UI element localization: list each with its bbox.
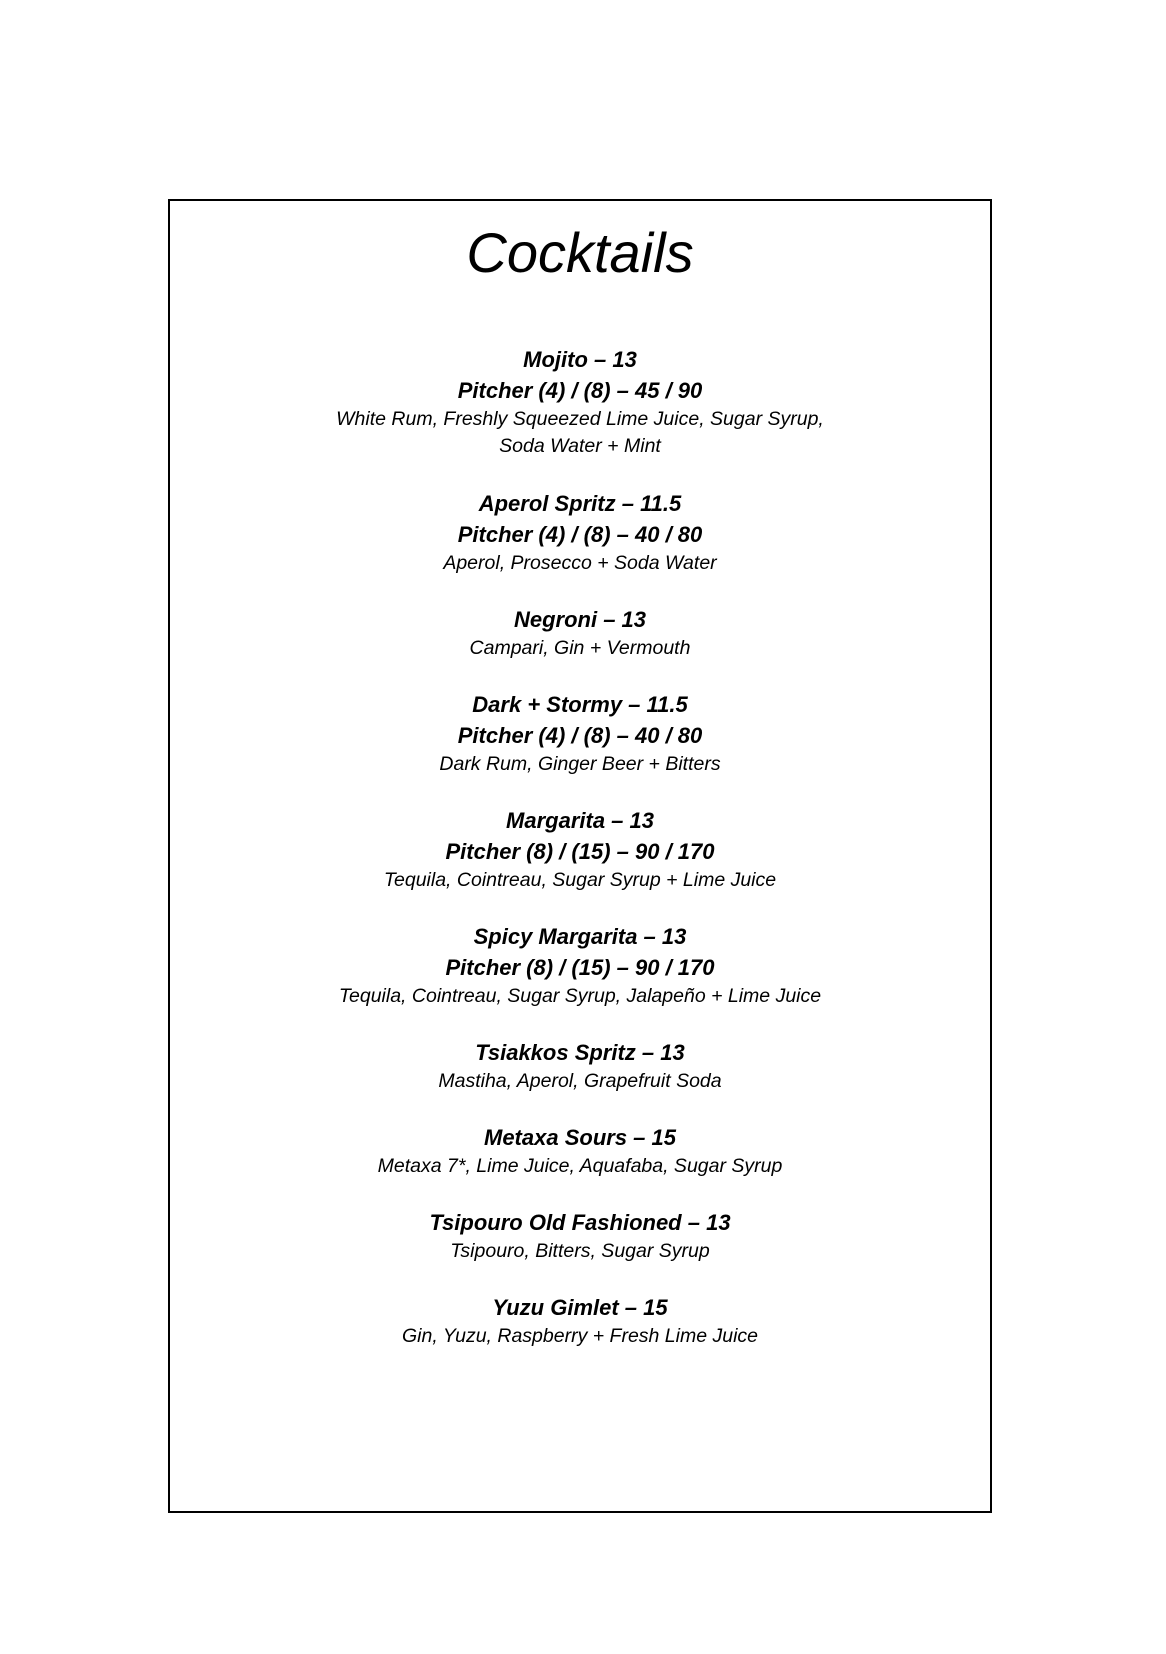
item-description: Tsipouro, Bitters, Sugar Syrup (450, 1240, 710, 1262)
item-name: Tsiakkos Spritz – 13 (475, 1040, 685, 1065)
menu-list (170, 344, 990, 1350)
menu-item-spicy-margarita (170, 921, 990, 1010)
item-description-line: Soda Water + Mint (499, 435, 661, 457)
item-pitcher: Pitcher (4) / (8) – 40 / 80 (457, 723, 703, 748)
item-pitcher: Pitcher (4) / (8) – 40 / 80 (457, 522, 703, 547)
menu-frame (168, 199, 992, 1513)
item-name: Aperol Spritz – 11.5 (478, 491, 682, 516)
menu-title: Cocktails (466, 221, 694, 284)
menu-item-tsiakkos-spritz (170, 1037, 990, 1095)
item-name: Negroni – 13 (513, 607, 647, 632)
menu-item-yuzu-gimlet (170, 1292, 990, 1350)
item-description: Dark Rum, Ginger Beer + Bitters (439, 753, 721, 775)
menu-item-metaxa-sours (170, 1122, 990, 1180)
item-description: Mastiha, Aperol, Grapefruit Soda (438, 1070, 722, 1092)
menu-item-tsipouro-old-fashioned (170, 1207, 990, 1265)
item-pitcher: Pitcher (4) / (8) – 45 / 90 (457, 378, 703, 403)
menu-item-dark-stormy (170, 689, 990, 778)
item-name: Metaxa Sours – 15 (484, 1125, 676, 1150)
item-description: Metaxa 7*, Lime Juice, Aquafaba, Sugar Syrup (377, 1155, 783, 1177)
item-name: Tsipouro Old Fashioned – 13 (429, 1210, 731, 1235)
item-pitcher: Pitcher (8) / (15) – 90 / 170 (445, 839, 715, 864)
item-name: Margarita – 13 (506, 808, 654, 833)
menu-item-aperol-spritz (170, 488, 990, 577)
item-description: Campari, Gin + Vermouth (469, 637, 691, 659)
item-description: Gin, Yuzu, Raspberry + Fresh Lime Juice (401, 1325, 759, 1347)
item-description: Aperol, Prosecco + Soda Water (443, 552, 717, 574)
item-pitcher: Pitcher (8) / (15) – 90 / 170 (445, 955, 715, 980)
item-name: Dark + Stormy – 11.5 (472, 692, 688, 717)
menu-item-negroni (170, 604, 990, 662)
item-name: Spicy Margarita – 13 (473, 924, 687, 949)
menu-item-margarita (170, 805, 990, 894)
item-description (170, 406, 990, 460)
item-name: Mojito – 13 (523, 347, 637, 372)
item-description-line: White Rum, Freshly Squeezed Lime Juice, Sugar Syrup, (336, 408, 824, 430)
menu-item-mojito (170, 344, 990, 460)
item-description: Tequila, Cointreau, Sugar Syrup, Jalapeño + Lime Juice (338, 985, 822, 1007)
item-description: Tequila, Cointreau, Sugar Syrup + Lime Juice (383, 869, 777, 891)
item-name: Yuzu Gimlet – 15 (492, 1295, 668, 1320)
